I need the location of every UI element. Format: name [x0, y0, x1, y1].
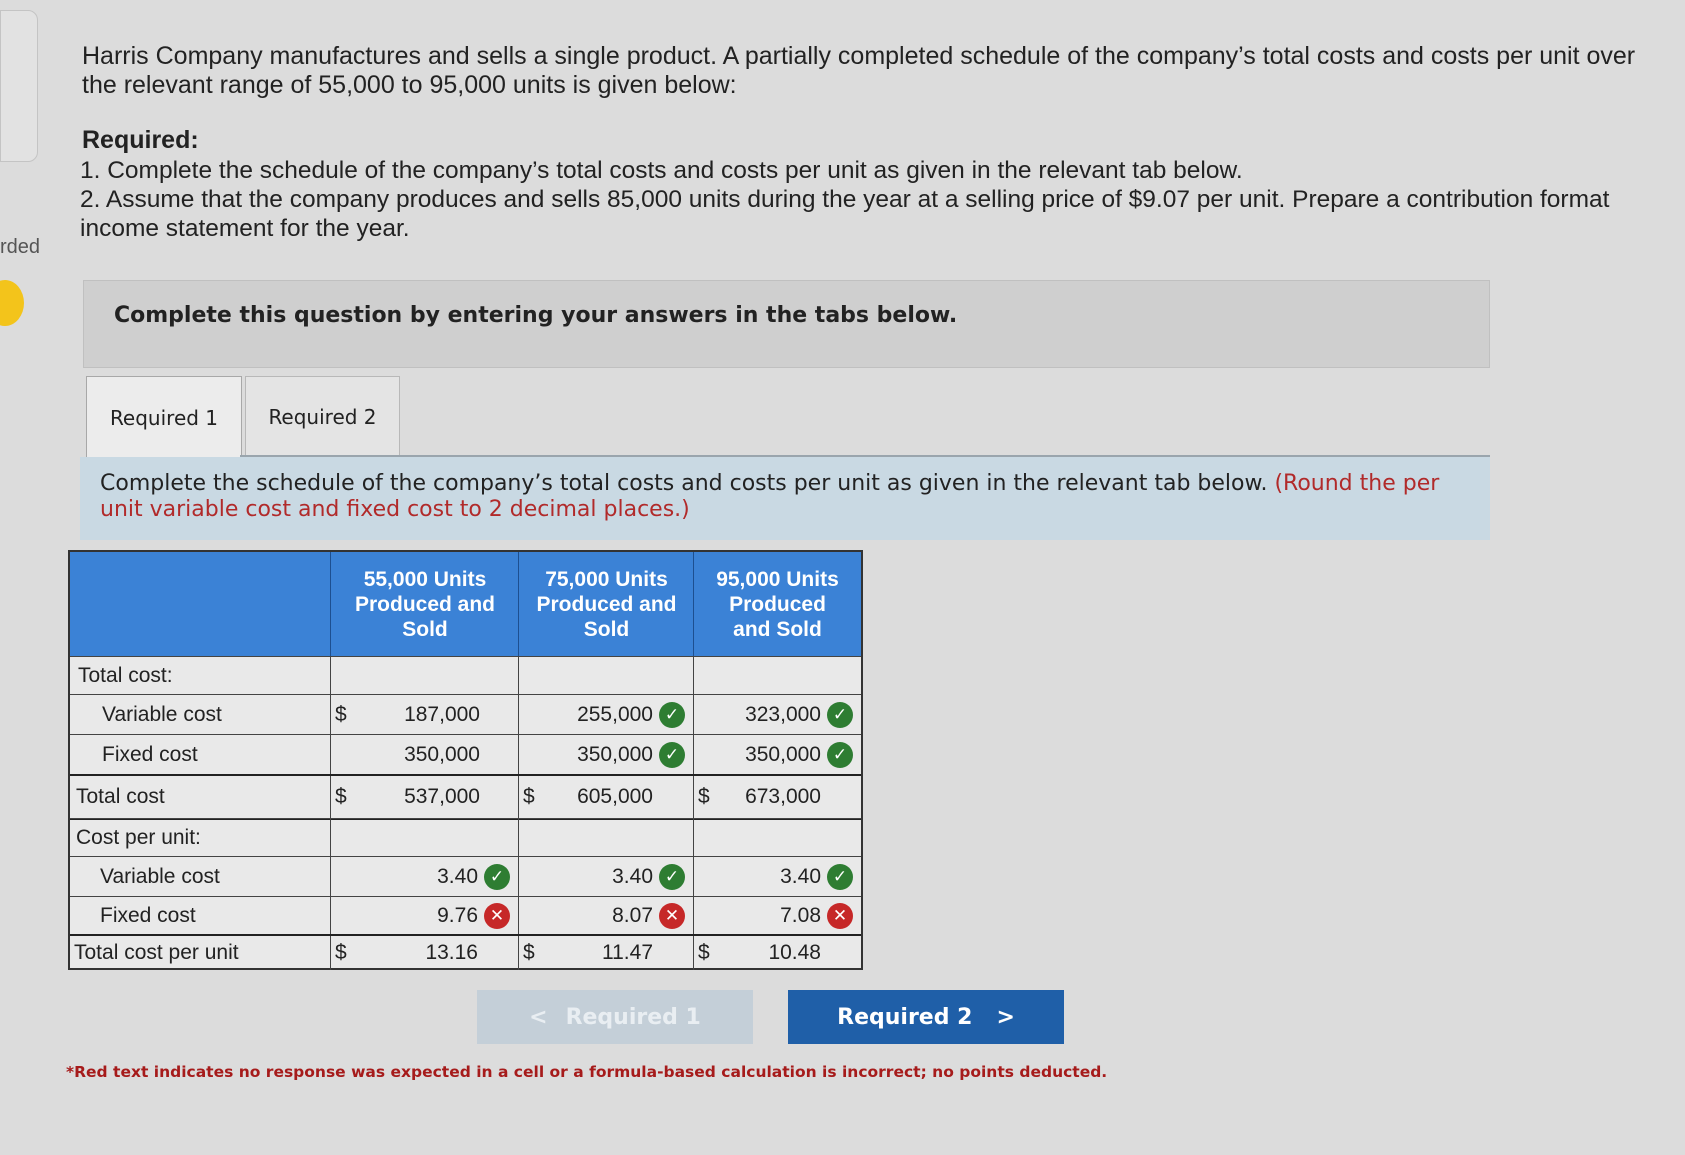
- next-button-label: Required 2: [837, 1004, 973, 1030]
- required-item-2: 2. Assume that the company produces and sells 85,000 units during the year at a selling price of $9.07 per unit. Prepare a contribution format income statement for the year.: [80, 186, 1610, 242]
- per-unit-variable-75000[interactable]: 3.40: [612, 865, 653, 888]
- instruction-banner: [83, 280, 1490, 368]
- table-row-total-cost: [70, 774, 861, 820]
- incorrect-icon: ✕: [659, 903, 685, 929]
- side-indicator-dot: [0, 280, 24, 326]
- total-per-unit-95000: 10.48: [768, 941, 821, 964]
- table-row-cost-per-unit-heading: [70, 818, 861, 857]
- footnote: *Red text indicates no response was expected in a cell or a formula-based calculation is incorrect; no points deducted.: [66, 1063, 1108, 1081]
- table-row-per-unit-fixed: [70, 896, 861, 935]
- instruction-rounding-note: (Round the per unit variable cost and fixed cost to 2 decimal places.): [100, 471, 1440, 522]
- currency-sign: $: [335, 941, 347, 964]
- fixed-cost-75000[interactable]: 350,000: [577, 743, 653, 766]
- banner-text: Complete this question by entering your answers in the tabs below.: [114, 303, 958, 328]
- table-header: [70, 552, 861, 656]
- row-label: Fixed cost: [100, 904, 196, 927]
- currency-sign: $: [698, 941, 710, 964]
- variable-cost-55000[interactable]: 187,000: [404, 703, 480, 726]
- tab-instruction: [80, 457, 1490, 540]
- incorrect-icon: ✕: [827, 903, 853, 929]
- required-list: [80, 156, 1640, 243]
- total-cost-95000: 673,000: [745, 785, 821, 808]
- check-icon: ✓: [659, 702, 685, 728]
- check-icon: ✓: [484, 864, 510, 890]
- prev-required-button[interactable]: [477, 990, 753, 1044]
- prev-button-label: Required 1: [565, 1004, 701, 1030]
- total-per-unit-75000: 11.47: [602, 941, 653, 964]
- row-label: Total cost:: [78, 664, 173, 687]
- currency-sign: $: [523, 941, 535, 964]
- currency-sign: $: [698, 785, 710, 808]
- currency-sign: $: [523, 785, 535, 808]
- per-unit-variable-95000[interactable]: 3.40: [780, 865, 821, 888]
- chevron-right-icon: >: [996, 1004, 1015, 1030]
- row-label: Variable cost: [100, 865, 220, 888]
- check-icon: ✓: [827, 864, 853, 890]
- header-55000: 55,000 Units Produced and Sold: [330, 552, 519, 656]
- per-unit-fixed-75000[interactable]: 8.07: [612, 904, 653, 927]
- table-row-total-cost-heading: [70, 656, 861, 695]
- total-cost-55000: 537,000: [404, 785, 480, 808]
- check-icon: ✓: [659, 742, 685, 768]
- instruction-main: Complete the schedule of the company’s total costs and costs per unit as given in the relevant tab below.: [100, 471, 1268, 496]
- total-per-unit-55000: 13.16: [425, 941, 478, 964]
- total-cost-75000: 605,000: [577, 785, 653, 808]
- next-required-button[interactable]: [788, 990, 1064, 1044]
- row-label: Total cost per unit: [74, 941, 239, 964]
- per-unit-fixed-95000[interactable]: 7.08: [780, 904, 821, 927]
- problem-intro: Harris Company manufactures and sells a single product. A partially completed schedule of the company’s total costs and costs per unit over the relevant range of 55,000 to 95,000 units is given below:: [82, 42, 1636, 99]
- incorrect-icon: ✕: [484, 903, 510, 929]
- table-row-variable-cost: [70, 694, 861, 735]
- table-row-total-cost-per-unit: [70, 934, 861, 970]
- currency-sign: $: [335, 785, 347, 808]
- fixed-cost-55000[interactable]: 350,000: [404, 743, 480, 766]
- currency-sign: $: [335, 703, 347, 726]
- required-title: Required:: [82, 126, 199, 154]
- header-95000: 95,000 Units Produced and Sold: [693, 552, 861, 656]
- header-75000: 75,000 Units Produced and Sold: [518, 552, 694, 656]
- row-label: Variable cost: [102, 703, 222, 726]
- cost-schedule-table: [68, 550, 863, 970]
- per-unit-variable-55000[interactable]: 3.40: [437, 865, 478, 888]
- row-label: Total cost: [76, 785, 165, 808]
- check-icon: ✓: [827, 742, 853, 768]
- per-unit-fixed-55000[interactable]: 9.76: [437, 904, 478, 927]
- row-label: Fixed cost: [102, 743, 198, 766]
- check-icon: ✓: [827, 702, 853, 728]
- tab-required-2[interactable]: Required 2: [245, 376, 400, 457]
- check-icon: ✓: [659, 864, 685, 890]
- side-label: rded: [0, 236, 41, 258]
- variable-cost-75000[interactable]: 255,000: [577, 703, 653, 726]
- required-item-1: 1. Complete the schedule of the company’s total costs and costs per unit as given in the relevant tab below.: [80, 157, 1243, 184]
- side-panel-tab[interactable]: [0, 10, 38, 162]
- table-row-per-unit-variable: [70, 856, 861, 897]
- row-label: Cost per unit:: [76, 826, 201, 849]
- chevron-left-icon: <: [529, 1004, 548, 1030]
- fixed-cost-95000[interactable]: 350,000: [745, 743, 821, 766]
- table-row-fixed-cost: [70, 734, 861, 775]
- tab-required-1[interactable]: Required 1: [86, 376, 242, 459]
- variable-cost-95000[interactable]: 323,000: [745, 703, 821, 726]
